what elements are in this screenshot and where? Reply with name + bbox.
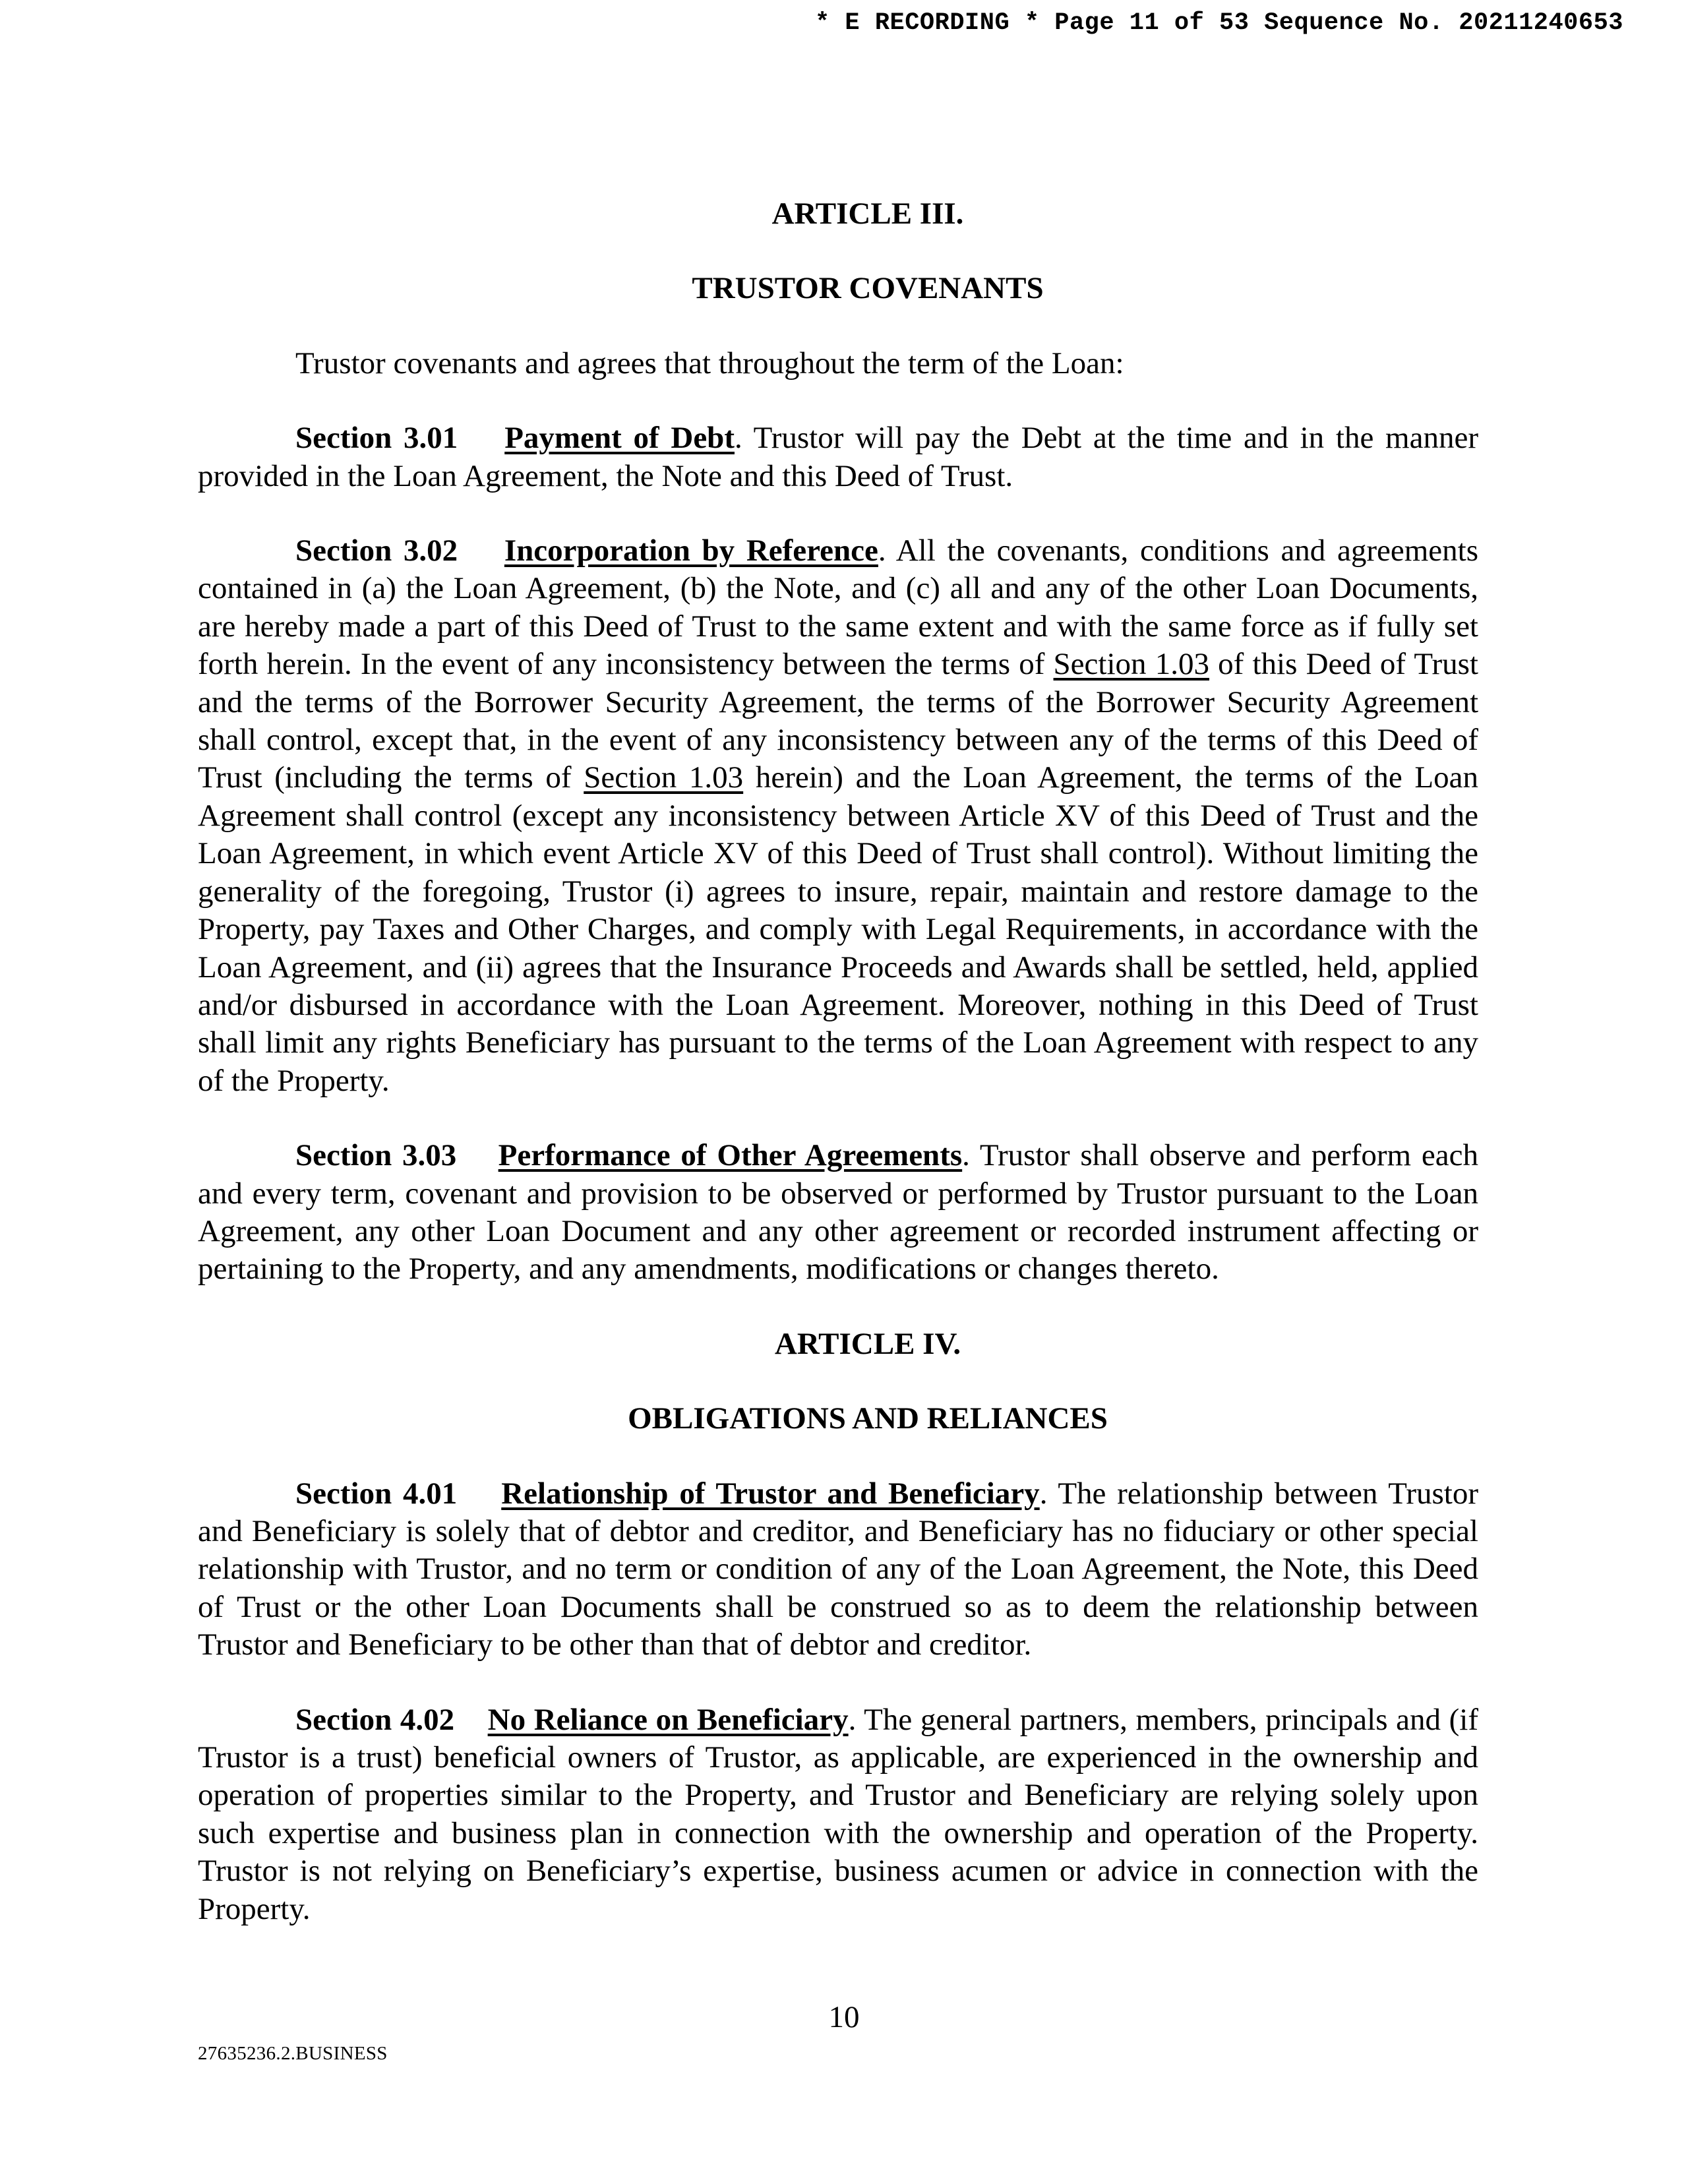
article-3-heading: ARTICLE III. (771, 197, 964, 231)
page-number: 10 (828, 2000, 860, 2034)
section-3-02 (198, 532, 1478, 1100)
section-1-03-reference: Section 1.03 (584, 760, 744, 795)
section-3-01-title: Payment of Debt (504, 421, 735, 456)
article-4-title: OBLIGATIONS AND RELIANCES (628, 1401, 1108, 1436)
recording-header: * E RECORDING * Page 11 of 53 Sequence No. 20211240653 (815, 9, 1623, 37)
section-4-02-text: . The general partners, members, principals and (if Trustor is a trust) beneficial owners of Trustor, as applicable, are experienced in the ownership and operation of properties similar to the Property, and Trustor and Beneficiary are relying solely upon such expertise and business plan in connection with the ownership and operation of the Property. Trustor is not relying on Beneficiary’s expertise, business acumen or advice in connection with the Property. (198, 1702, 1478, 1926)
section-4-02-number: Section 4.02 (295, 1702, 455, 1737)
section-3-01-number: Section 3.01 (295, 421, 458, 456)
section-3-01-text: . Trustor will pay the Debt at the time and in the manner provided in the Loan Agreement, the Note and this Deed of Trust. (198, 421, 1478, 493)
section-4-01 (198, 1475, 1478, 1664)
section-3-03-number: Section 3.03 (295, 1138, 457, 1173)
section-4-01-number: Section 4.01 (295, 1476, 458, 1511)
section-4-02-title: No Reliance on Beneficiary (487, 1702, 849, 1737)
article-4-heading: ARTICLE IV. (774, 1326, 961, 1361)
section-4-02 (198, 1701, 1478, 1928)
section-3-01 (198, 419, 1478, 495)
section-4-01-text: . The relationship between Trustor and Beneficiary is solely that of debtor and creditor, and Beneficiary has no fiduciary or other special relationship with Trustor, and no term or condition of any of the Loan Agreement, the Note, this Deed of Trust or the other Loan Documents shall be construed so as to deem the relationship between Trustor and Beneficiary to be other than that of debtor and creditor. (198, 1476, 1479, 1662)
section-1-03-reference: Section 1.03 (1053, 647, 1209, 682)
section-3-02-title: Incorporation by Reference (504, 533, 878, 568)
article-3-intro: Trustor covenants and agrees that throughout the term of the Loan: (295, 346, 1124, 380)
article-3-title: TRUSTOR COVENANTS (692, 271, 1044, 306)
section-3-02-text-c: herein) and the Loan Agreement, the terms of the Loan Agreement shall control (except any inconsistency between Article XV of this Deed of Trust and the Loan Agreement, in which event Article XV of this Deed of Trust shall control). Without limiting the generality of the foregoing, Trustor (i) agrees to insure, repair, maintain and restore damage to the Property, pay Taxes and Other Charges, and comply with Legal Requirements, in accordance with the Loan Agreement, and (ii) agrees that the Insurance Proceeds and Awards shall be settled, held, applied and/or disbursed in accordance with the Loan Agreement. Moreover, nothing in this Deed of Trust shall limit any rights Beneficiary has pursuant to the terms of the Loan Agreement with respect to any of the Property. (198, 760, 1479, 1098)
document-body (198, 195, 1478, 1928)
section-4-01-title: Relationship of Trustor and Beneficiary (501, 1476, 1040, 1511)
section-3-02-text-b: of this Deed of Trust and the terms of the Borrower Security Agreement, the terms of the Borrower Security Agreement shall control, except that, in the event of any inconsistency between any of the terms of this Deed of Trust (including the terms of (198, 647, 1478, 795)
document-id: 27635236.2.BUSINESS (198, 2043, 388, 2064)
section-3-03-title: Performance of Other Agreements (498, 1138, 963, 1173)
section-3-03-text: . Trustor shall observe and perform each and every term, covenant and provision to be observed or performed by Trustor pursuant to the Loan Agreement, any other Loan Document and any other agreement or recorded instrument affecting or pertaining to the Property, and any amendments, modifications or changes thereto. (198, 1138, 1479, 1287)
section-3-02-text-a: . All the covenants, conditions and agreements contained in (a) the Loan Agreement, (b) the Note, and (c) all and any of the other Loan Documents, are hereby made a part of this Deed of Trust to the same extent and with the same force as if fully set forth herein. In the event of any inconsistency between the terms of (198, 533, 1478, 682)
section-3-02-number: Section 3.02 (295, 533, 458, 568)
section-3-03 (198, 1137, 1478, 1289)
